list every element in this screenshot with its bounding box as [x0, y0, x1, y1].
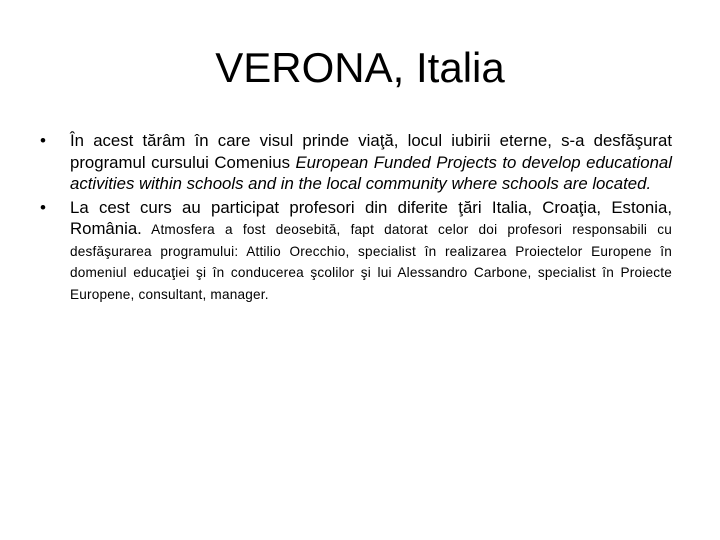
bullet-text-italic: European Funded Projects to develop educational activities within schools and in the local community where schools are located. — [70, 152, 672, 193]
bullet-icon: • — [40, 131, 46, 150]
slide-title: VERONA, Italia — [215, 44, 505, 91]
bullet-item — [40, 130, 672, 195]
bullet-icon: • — [40, 197, 46, 217]
bullet-text-small: Atmosfera a fost deosebită, fapt datorat celor doi profesori responsabili cu desfăşurarea programului: Attilio Orecchio, specialist în realizarea Proiectelor Europene în domeniul educaţiei şi în conducerea şcolilor şi lui Alessandro Carbone, specialist în Proiecte Europene, consultant, manager. — [70, 222, 672, 302]
bullet-text: În acest tărâm în care visul prinde viaţă, locul iubirii eterne, s-a desfăşurat programul cursului Comenius — [70, 131, 672, 172]
bullet-text-lead: La cest curs au participat profesori din diferite ţări Italia, Croaţia, Estonia, România. — [70, 197, 672, 238]
bullet-item — [40, 197, 672, 305]
bullet-list — [40, 130, 672, 304]
